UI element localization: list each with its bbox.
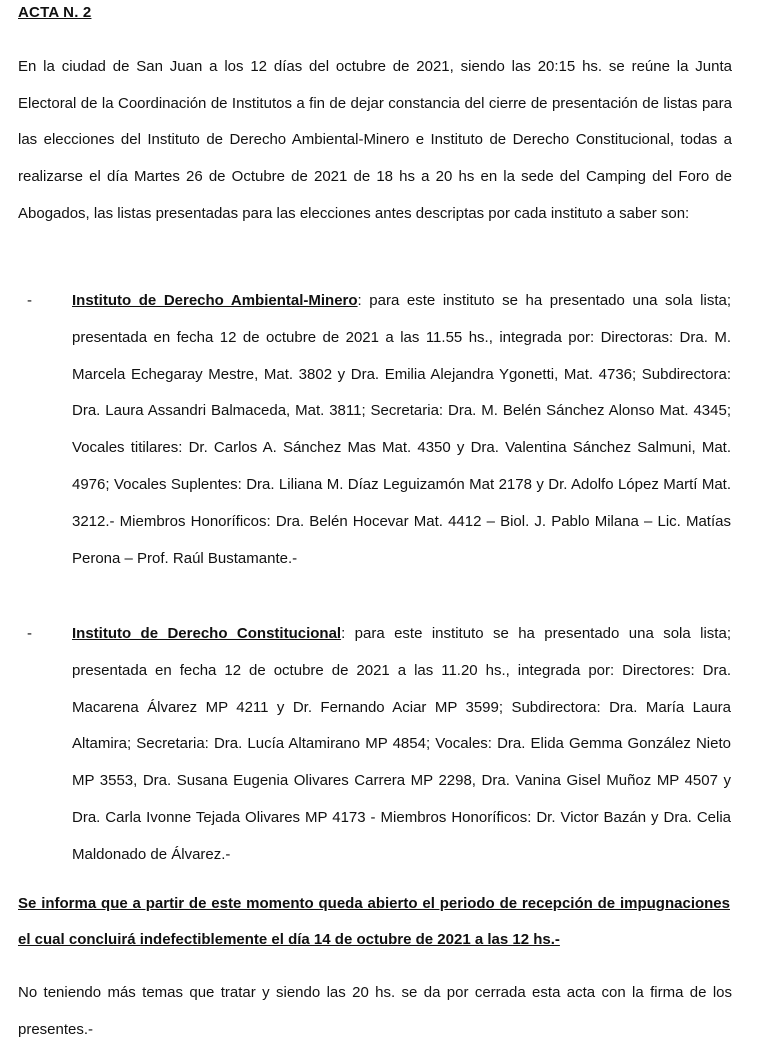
list-bullet: - — [27, 625, 32, 642]
institute-name: Instituto de Derecho Ambiental-Minero — [72, 292, 358, 309]
document-title: ACTA N. 2 — [18, 4, 92, 21]
institute-details: : para este instituto se ha presentado una sola lista; presentada en fecha 12 de octubre de 2021 a las 11.55 hs., integrada por: Directoras: Dra. M. Marcela Echegaray Mestre, Mat. 3802 y Dra. Emilia Alejandra Ygonetti, Mat. 4736; Subdirectora: Dra. Laura Assandri Balmaceda, Mat. 3811; Secretaria: Dra. M. Belén Sánchez Alonso Mat. 4345; Vocales titilares: Dr. Carlos A. Sánchez Mas Mat. 4350 y Dra. Valentina Sánchez Salmuni, Mat. 4976; Vocales Suplentes: Dra. Liliana M. Díaz Leguizamón Mat 2178 y Dr. Adolfo López Martí Mat. 3212.- Miembros Honoríficos: Dra. Belén Hocevar Mat. 4412 – Biol. J. Pablo Milana – Lic. Matías Perona – Prof. Raúl Bustamante.- — [72, 292, 731, 567]
list-item-ambiental-minero — [72, 283, 731, 577]
notice-paragraph: Se informa que a partir de este momento queda abierto el periodo de recepción de impugnaciones el cual concluirá indefectiblemente el día 14 de octubre de 2021 a las 12 hs.- — [18, 895, 730, 948]
intro-paragraph: En la ciudad de San Juan a los 12 días del octubre de 2021, siendo las 20:15 hs. se reúne la Junta Electoral de la Coordinación de Institutos a fin de dejar constancia del cierre de presentación de listas para las elecciones del Instituto de Derecho Ambiental-Minero e Instituto de Derecho Constitucional, todas a realizarse el día Martes 26 de Octubre de 2021 de 18 hs a 20 hs en la sede del Camping del Foro de Abogados, las listas presentadas para las elecciones antes descriptas por cada instituto a saber son: — [18, 58, 732, 222]
list-bullet: - — [27, 292, 32, 309]
list-item-constitucional — [72, 616, 731, 874]
institute-name: Instituto de Derecho Constitucional — [72, 625, 342, 642]
institute-details: : para este instituto se ha presentado una sola lista; presentada en fecha 12 de octubre de 2021 a las 11.20 hs., integrada por: Directores: Dra. Macarena Álvarez MP 4211 y Dr. Fernando Aciar MP 3599; Subdirectora: Dra. María Laura Altamira; Secretaria: Dra. Lucía Altamirano MP 4854; Vocales: Dra. Elida Gemma González Nieto MP 3553, Dra. Susana Eugenia Olivares Carrera MP 2298, Dra. Vanina Gisel Muñoz MP 4507 y Dra. Carla Ivonne Tejada Olivares MP 4173 - Miembros Honoríficos: Dr. Victor Bazán y Dra. Celia Maldonado de Álvarez.- — [72, 625, 731, 863]
closing-paragraph: No teniendo más temas que tratar y siendo las 20 hs. se da por cerrada esta acta con la firma de los presentes.- — [18, 984, 732, 1038]
